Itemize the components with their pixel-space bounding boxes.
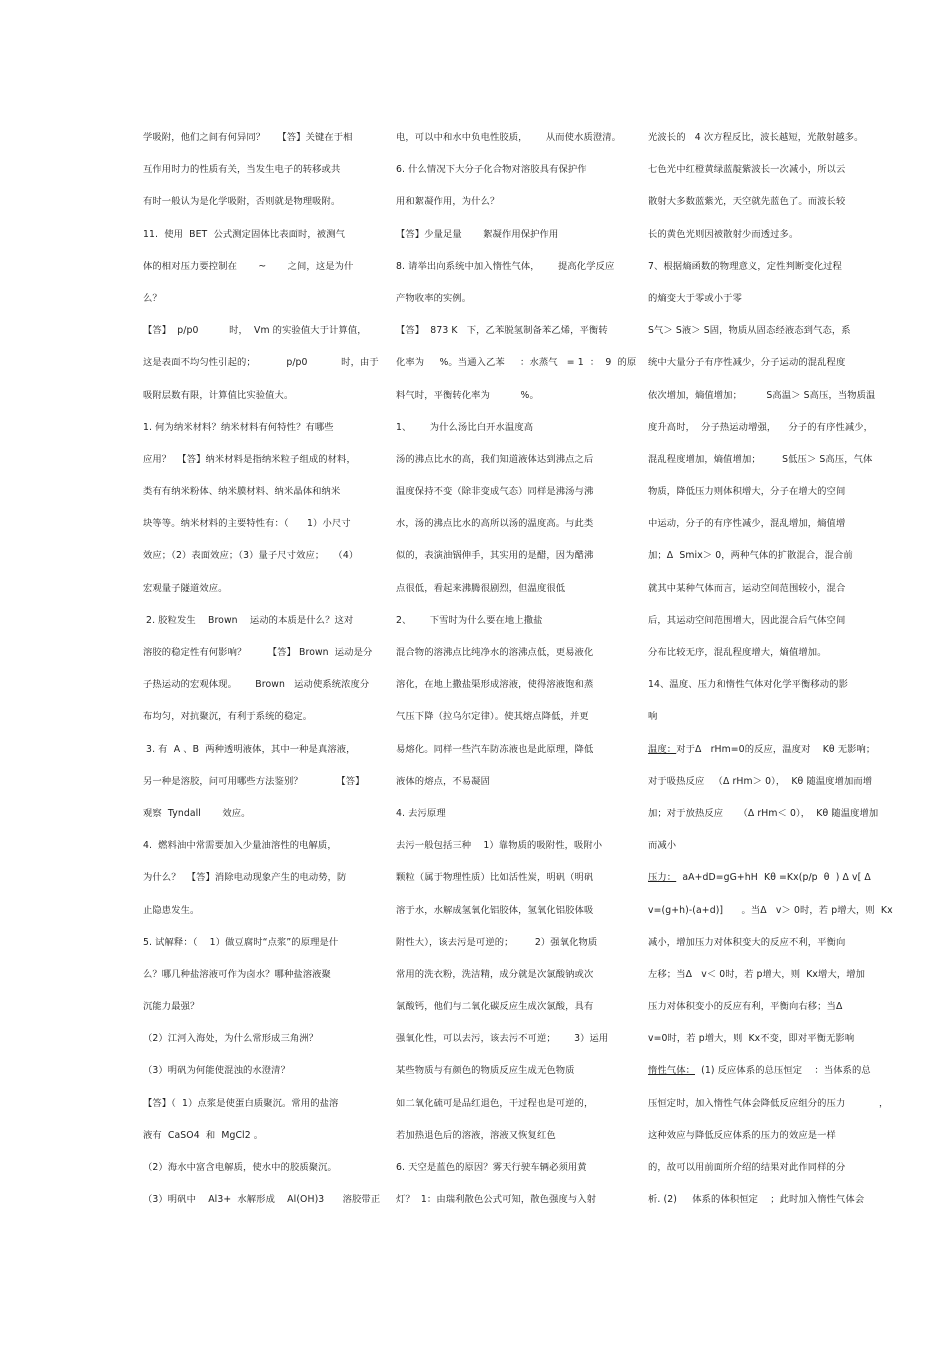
text-line: 颗粒（属于物理性质）比如活性炭，明矾（明矾	[396, 872, 594, 884]
text-line: 溶胶的稳定性有何影响？ 【答】 Brown 运动是分	[143, 647, 373, 658]
text-line: 而减小	[648, 840, 677, 852]
text-line: 【答】 p/p0 时， Vm 的实验值大于计算值，	[143, 325, 367, 337]
text-line: 强氧化性，可以去污，该去污不可逆； 3）运用	[396, 1033, 609, 1045]
text-line: 就其中某种气体而言，运动空间范围较小，混合	[648, 582, 846, 594]
text-line: 析. (2) 体系的体积恒定 ；此时加入惰性气体会	[648, 1194, 865, 1206]
text-line: 么？	[143, 292, 162, 304]
text-line: 11. 使用 BET 公式测定固体比表面时，被测气	[143, 228, 345, 240]
text-line: 温度保持不变（除非变成气态）同样是沸汤与沸	[396, 486, 594, 498]
text-line: 去污一般包括三种 1）靠物质的吸附性，吸附小	[396, 840, 603, 852]
text-line: 2、 下雪时为什么要在地上撒盐	[396, 614, 543, 626]
text-line: 1、 为什么汤比白开水温度高	[396, 421, 534, 433]
text-line: 沉能力最强？	[143, 1001, 200, 1013]
text-line: 化率为 %。当通入乙苯 ：水蒸气 = 1 ： 9 的原	[396, 357, 637, 369]
text-line: 加；对于放热反应 （Δ rHm＜ 0）， Kθ 随温度增加	[648, 807, 879, 819]
text-line: 应用？ 【答】纳米材料是指纳米粒子组成的材料，	[143, 453, 356, 465]
text-line: 左移；当Δ v＜ 0时，若 p增大，则 Kx增大，增加	[648, 968, 866, 980]
text-column-left	[143, 122, 381, 1216]
text-line: 中运动，分子的有序性减少，混乱增加，熵值增	[648, 518, 846, 530]
text-line: 某些物质与有颜色的物质反应生成无色物质	[396, 1065, 575, 1077]
text-line: 常用的洗衣粉，洗洁精，成分就是次氯酸钠或次	[396, 968, 594, 980]
text-line: 观察 Tyndall 效应。	[143, 807, 251, 819]
text-line: 压力对体积变小的反应有利，平衡向右移；当Δ	[648, 1001, 843, 1013]
text-line: 【答】（ 1）点浆是使蛋白质聚沉。常用的盐溶	[143, 1097, 339, 1109]
text-line: 分布比较无序，混乱程度增大，熵值增加。	[648, 647, 827, 658]
section-keyword: 温度：	[648, 743, 677, 755]
text-line: （2）江河入海处，为什么常形成三角洲？	[143, 1033, 319, 1045]
text-line: 吸附层数有限，计算值比实验值大。	[143, 389, 294, 401]
text-line: 温度：对于Δ rHm=0的反应，温度对 Kθ 无影响；	[648, 743, 876, 755]
text-line: 若加热退色后的溶液，溶液又恢复红色	[396, 1129, 556, 1141]
text-line: 对于吸热反应 （Δ rHm＞ 0）， Kθ 随温度增加而增	[648, 775, 873, 787]
text-line: 依次增加，熵值增加； S高温＞ S高压，当物质温	[648, 389, 876, 401]
text-line: 加；Δ Smix＞ 0，两种气体的扩散混合，混合前	[648, 550, 853, 562]
section-keyword: 惰性气体：	[648, 1065, 695, 1077]
text-line: 电，可以中和水中负电性胶质， 从而使水质澄清。	[396, 132, 622, 143]
text-line: 物质，降低压力则体积增大，分子在增大的空间	[648, 486, 846, 498]
text-line: v=0时，若 p增大，则 Kx不变，即对平衡无影响	[648, 1033, 855, 1045]
text-line: 响	[648, 711, 658, 723]
text-line: 溶于水，水解成氢氧化铝胶体，氢氧化铝胶体吸	[396, 904, 594, 916]
text-line: 互作用时力的性质有关，当发生电子的转移或共	[143, 164, 341, 176]
text-line: 混合物的溶沸点比纯净水的溶沸点低，更易液化	[396, 647, 594, 658]
text-line: 液体的熔点，不易凝固	[396, 775, 490, 787]
text-line: （3）明矾为何能使混浊的水澄清？	[143, 1065, 290, 1077]
text-line: 学吸附，他们之间有何异同？ 【答】关键在于相	[143, 132, 353, 143]
text-line: 产物收率的实例。	[396, 292, 472, 304]
text-line: 这是表面不均匀性引起的； p/p0 时，由于	[143, 357, 379, 369]
text-line: 效应；（2）表面效应；（3）量子尺寸效应； （4）	[143, 550, 359, 562]
text-line: 么？哪几种盐溶液可作为卤水？哪种盐溶液聚	[143, 968, 331, 980]
text-line: 减小，增加压力对体积变大的反应不利，平衡向	[648, 936, 846, 948]
text-line: 这种效应与降低反应体系的压力的效应是一样	[648, 1129, 836, 1141]
text-line: 压恒定时，加入惰性气体会降低反应组分的压力 ，	[648, 1097, 889, 1109]
section-keyword: 压力：	[648, 872, 677, 884]
text-line: 4. 去污原理	[396, 807, 446, 819]
text-line: 氯酸钙，他们与二氧化碳反应生成次氯酸，具有	[396, 1001, 594, 1013]
text-line: 另一种是溶胶，问可用哪些方法鉴别？ 【答】	[143, 775, 365, 787]
text-line: 七色光中红橙黄绿蓝靛紫波长一次减小，所以云	[648, 164, 846, 176]
text-line: 光波长的 4 次方程反比，波长越短，光散射越多。	[648, 132, 864, 143]
text-line: 7、根据熵函数的物理意义，定性判断变化过程	[648, 260, 842, 272]
text-line: 液有 CaSO4 和 MgCl2 。	[143, 1129, 264, 1141]
text-line: 长的黄色光则因被散射少而透过多。	[648, 228, 799, 240]
text-line: （2）海水中富含电解质，使水中的胶质聚沉。	[143, 1162, 337, 1173]
text-line: 的熵变大于零或小于零	[648, 292, 742, 304]
text-line: 灯？ 1：由瑞利散色公式可知，散色强度与入射	[396, 1194, 597, 1206]
text-line: 散射大多数蓝紫光，天空就先蓝色了。而波长较	[648, 196, 846, 208]
text-line: 布均匀，对抗聚沉，有利于系统的稳定。	[143, 711, 313, 723]
text-line: 子热运动的宏观体现。 Brown 运动使系统浓度分	[143, 679, 370, 691]
text-line: 混乱程度增加，熵值增加； S低压＞ S高压，气体	[648, 453, 873, 465]
text-column-middle	[396, 122, 637, 1216]
text-line: 料气时，平衡转化率为 %。	[396, 389, 539, 401]
text-line: 1. 何为纳米材料？纳米材料有何特性？有哪些	[143, 421, 334, 433]
text-line: 有时一般认为是化学吸附，否则就是物理吸附。	[143, 196, 341, 208]
text-line: 气压下降（拉乌尔定律）。使其熔点降低，并更	[396, 711, 589, 723]
text-line: 后，其运动空间范围增大，因此混合后气体空间	[648, 614, 846, 626]
text-line: 8. 请举出向系统中加入惰性气体， 提高化学反应	[396, 260, 615, 272]
text-line: 点很低，看起来沸腾很剧烈，但温度很低	[396, 582, 566, 594]
text-line: 溶化，在地上撒盐渠形成溶液，使得溶液饱和蒸	[396, 679, 594, 691]
text-line: 为什么？ 【答】消除电动现象产生的电动势，防	[143, 872, 347, 884]
text-line: 4. 燃料油中常需要加入少量油溶性的电解质，	[143, 840, 337, 852]
text-line: 易熔化。同样一些汽车防冻液也是此原理，降低	[396, 743, 594, 755]
text-line: 用和絮凝作用，为什么？	[396, 196, 500, 208]
text-line: 的，故可以用前面所介绍的结果对此作同样的分	[648, 1162, 846, 1173]
text-line: 似的，表演油锅伸手，其实用的是醋，因为醋沸	[396, 550, 594, 562]
text-column-right	[648, 122, 893, 1216]
text-line: 体的相对压力要控制在 ~ 之间，这是为什	[143, 260, 354, 272]
text-line: 【答】 873 K 下，乙苯脱氢制备苯乙烯，平衡转	[396, 325, 608, 337]
text-line: 14、温度、压力和惰性气体对化学平衡移动的影	[648, 679, 848, 691]
text-line: 【答】少量足量 絮凝作用保护作用	[396, 228, 559, 240]
text-line: 3. 有 A 、B 两种透明液体，其中一种是真溶液，	[143, 743, 356, 755]
text-line: 如二氧化硫可是品红退色，干过程也是可逆的，	[396, 1097, 594, 1109]
text-line: 惰性气体： (1) 反应体系的总压恒定 ：当体系的总	[648, 1065, 871, 1077]
text-line: 汤的沸点比水的高，我们知道液体达到沸点之后	[396, 453, 594, 465]
text-line: 宏观量子隧道效应。	[143, 582, 228, 594]
text-line: 2. 胶粒发生 Brown 运动的本质是什么？这对	[143, 614, 354, 626]
text-line: S气＞ S液＞ S固，物质从固态经液态到气态，系	[648, 325, 851, 337]
text-line: 止隐患发生。	[143, 904, 200, 916]
text-line: （3）明矾中 Al3+ 水解形成 Al(OH)3 溶胶带正	[143, 1194, 381, 1206]
text-line: 块等等。纳米材料的主要特性有：（ 1）小尺寸	[143, 518, 351, 530]
text-line: 6. 什么情况下大分子化合物对溶胶具有保护作	[396, 164, 587, 176]
text-line: 类有有纳米粉体、纳米膜材料、纳米晶体和纳米	[143, 486, 341, 498]
text-line: 压力： aA+dD=gG+hH Kθ =Kx(p/p θ ) Δ v[ Δ	[648, 872, 871, 884]
text-line: v=(g+h)-(a+d)] 。当Δ v＞ 0时，若 p增大，则 Kx	[648, 904, 893, 916]
text-line: 5. 试解释：（ 1）做豆腐时“点浆”的原理是什	[143, 936, 339, 948]
text-line: 度升高时， 分子热运动增强， 分子的有序性减少，	[648, 421, 874, 433]
text-line: 6. 天空是蓝色的原因？雾天行驶车辆必须用黄	[396, 1162, 587, 1173]
text-line: 附性大），该去污是可逆的； 2）强氧化物质	[396, 936, 598, 948]
text-line: 水，汤的沸点比水的高所以汤的温度高。与此类	[396, 518, 594, 530]
text-line: 统中大量分子有序性减少，分子运动的混乱程度	[648, 357, 846, 369]
